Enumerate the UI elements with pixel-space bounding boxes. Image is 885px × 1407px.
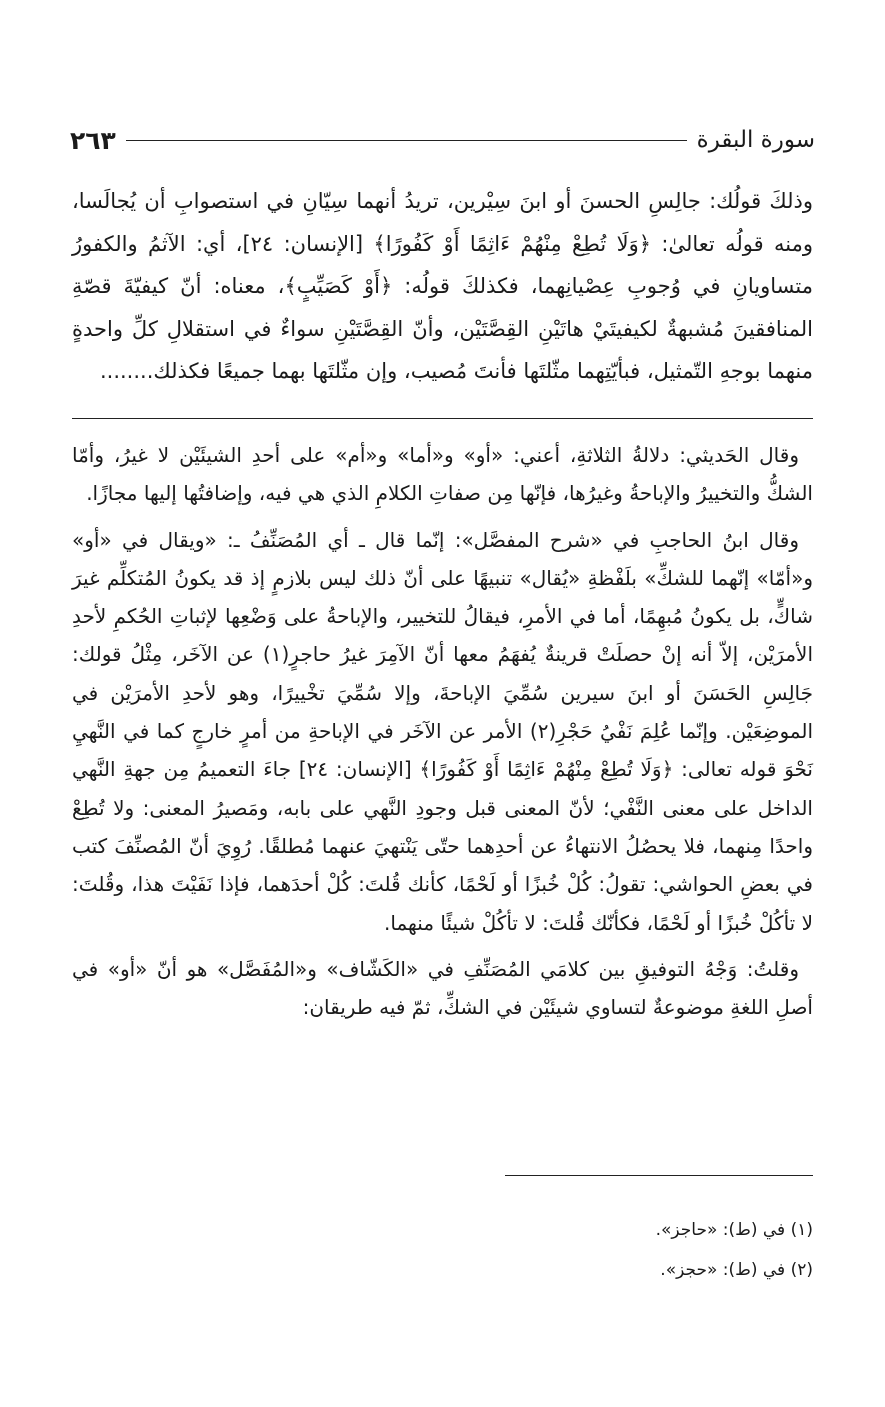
header-rule [126,140,687,141]
running-title: سورة البقرة [696,127,815,153]
page-number: ٢٦٣ [70,125,116,155]
footnotes [72,1210,813,1290]
commentary-paragraph: وقال الحَديثي: دلالةُ الثلاثةِ، أعني: «أو» و«أما» و«أم» على أحدِ الشيئَيْن لا غيرُ، وأمّا الشكُّ والتخييرُ والإباحةُ وغيرُها، فإنّها مِن صفاتِ الكلامِ الذي هي فيه، وإضافتُها إليها مجازًا. [72,443,813,506]
footnote: (٢) في (ط): «حجز». [660,1260,813,1280]
main-paragraph: وذلكَ قولُك: جالِسِ الحسنَ أو ابنَ سِيْرين، تريدُ أنهما سِيّانِ في استصوابِ أن يُجالَسا، ومنه قولُه تعالىٰ: ﴿وَلَا تُطِعْ مِنْهُمْ ءَاثِمًا أَوْ كَفُورًا﴾ [الإنسان: ٢٤]، أي: الآثمُ والكفورُ متساويانِ في وُجوبِ عِصْيانِهما، فكذلكَ قولُه: ﴿أَوْ كَصَيِّبٍ﴾، معناه: أنّ كيفيّةَ قصّةِ المنافقينَ مُشبهةٌ لكيفيتَيْ هاتَيْنِ القِصَّتَيْن، وأنّ القِصَّتَيْنِ سواءٌ في استقلالِ كلِّ واحدةٍ منهما بوجهِ التّمثيل، فبأيّتِهما مثّلتَها فأنتَ مُصيب، وإن مثّلتَها بهما جميعًا فكذلك........ [72,189,814,383]
footnote: (١) في (ط): «حاجز». [655,1220,813,1240]
page-header [70,122,815,158]
footnote-divider [505,1175,813,1176]
commentary-paragraph: وقال ابنُ الحاجبِ في «شرح المفصَّل»: إنّما قال ـ أي المُصَنِّفُ ـ: «ويقال في «أو» و«أمّا» إنّهما للشكِّ» بلَفْظةِ «يُقال» تنبيهًا على أنّ ذلك ليس بلازمٍ إذ قد يكونُ المُتكلِّم غيرَ شاكٍّ، بل يكونُ مُبهِمًا، أما في الأمرِ، فيقالُ للتخيير، والإباحةُ على وَضْعِها لإثباتِ الحُكمِ لأحدِ الأمرَيْن، إلاّ أنه إنْ حصلَتْ قرينةٌ يُفهَمُ معها أنّ الآمِرَ غيرُ حاجرٍ(١) عن الآخَر، مِثْلُ قولك: جَالِسِ الحَسَنَ أو ابنَ سيرين سُمِّيَ الإباحةَ، وإلا سُمِّيَ تخْييرًا، وهو لأحدِ الأمرَيْن في الموضِعَيْن. وإنّما عُلِمَ نَفْيُ حَجْرِ(٢) الأمر عن الآخَر في الإباحةِ من أمرٍ خارجٍ كما في النَّهيِ نَحْوَ قوله تعالى: ﴿وَلَا تُطِعْ مِنْهُمْ ءَاثِمًا أَوْ كَفُورًا﴾ [الإنسان: ٢٤] جاءَ التعميمُ مِن جهةِ النَّهي الداخل على معنى النَّفْي؛ لأنّ المعنى قبل وجودِ النَّهي على بابه، ومَصيرُ المعنى: ولا تُطِعْ واحدًا مِنهما، فلا يحصُلُ الانتهاءُ عن أحدِهما حتّى يَنْتهيَ عنهما مُطلقًا. رُوِيَ أنّ المُصنِّفَ كتب في بعضِ الحواشي: تقولُ: كُلْ خُبزًا أو لَحْمًا، كأنك قُلتَ: كُلْ أحدَهما، فإذا نَفَيْتَ هذا، وقُلتَ: لا تأكُلْ خُبزًا أو لَحْمًا، فكأنّك قُلتَ: لا تأكُلْ شيئًا منهما. [72,527,814,935]
commentary-paragraph: وقلتُ: وَجْهُ التوفيقِ بين كلامَي المُصَنِّفِ في «الكَشّاف» و«المُفَصَّل» هو أنّ «أو» في أصلِ اللغةِ موضوعةٌ لتساوي شيئَيْن في الشكِّ، ثمّ فيه طريقان: [72,956,813,1020]
main-text [72,180,813,393]
section-divider [72,418,813,419]
commentary-text [72,436,813,1034]
